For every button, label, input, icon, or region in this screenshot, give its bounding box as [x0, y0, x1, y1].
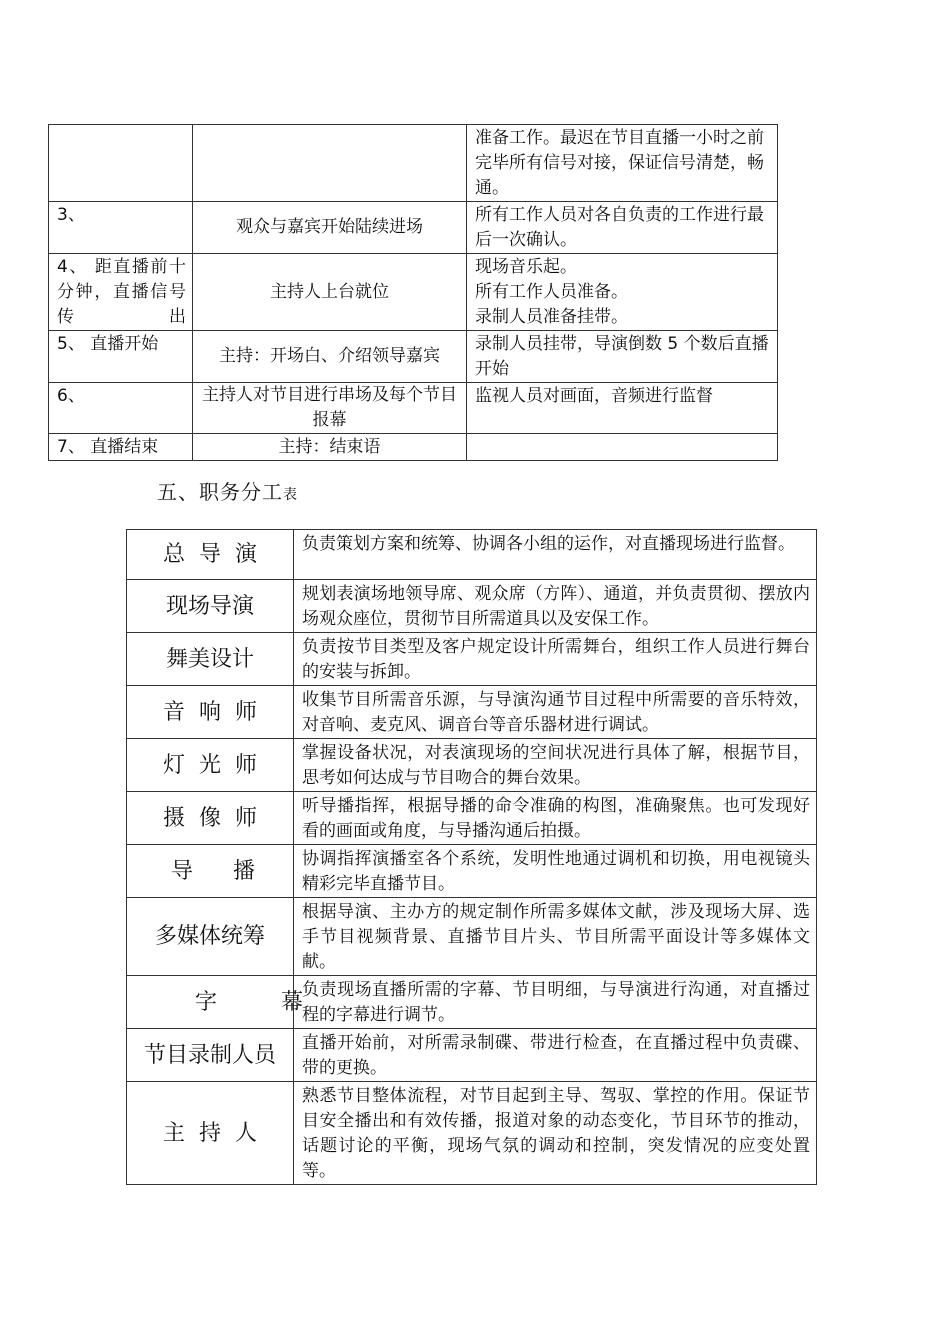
role-cell — [127, 1029, 294, 1082]
note-line: 录制人员准备挂带。 — [475, 307, 628, 327]
role-cell — [127, 898, 294, 976]
desc-cell: 直播开始前，对所需录制碟、带进行检查，在直播过程中负责碟、带的更换。 — [294, 1029, 817, 1082]
table-row — [49, 331, 778, 383]
event-cell: 主持人上台就位 — [193, 254, 467, 331]
step-cell: 6、 — [49, 383, 193, 434]
table-row — [127, 580, 817, 633]
event-cell — [193, 125, 467, 202]
role-label: 灯光师 — [162, 752, 271, 778]
table-row — [49, 254, 778, 331]
role-cell — [127, 976, 368, 1029]
role-label: 摄像师 — [162, 805, 271, 831]
notes-cell: 准备工作。最迟在节目直播一小时之前完毕所有信号对接，保证信号清楚，畅通。 — [467, 125, 778, 202]
table-row — [127, 686, 817, 739]
table-row — [127, 792, 817, 845]
table-row — [127, 1029, 817, 1082]
step-cell — [49, 125, 193, 202]
notes-cell: 所有工作人员对各自负责的工作进行最后一次确认。 — [467, 202, 778, 254]
role-cell — [127, 1082, 294, 1185]
event-cell: 主持：开场白、介绍领导嘉宾 — [193, 331, 467, 383]
desc-cell: 听导播指挥，根据导播的命令准确的构图，准确聚焦。也可发现好看的画面或角度，与导播沟通后拍摄。 — [294, 792, 817, 845]
desc-cell: 负责现场直播所需的字幕、节目明细，与导演进行沟通，对直播过程的字幕进行调节。 — [294, 976, 817, 1029]
notes-cell: 监视人员对画面，音频进行监督 — [467, 383, 778, 434]
role-cell — [127, 739, 294, 792]
table-row — [127, 530, 817, 580]
role-label: 音响师 — [162, 699, 271, 725]
role-label: 总导演 — [162, 542, 271, 567]
role-cell — [127, 792, 294, 845]
notes-cell — [467, 434, 778, 461]
role-label: 舞美设计 — [165, 646, 254, 672]
note-line: 所有工作人员准备。 — [475, 282, 628, 302]
section-title-main: 五、职务分工 — [157, 480, 283, 504]
role-cell — [127, 845, 294, 898]
role-label: 字幕 — [195, 989, 368, 1015]
role-label: 现场导演 — [165, 593, 254, 619]
section-title — [157, 477, 297, 510]
table-row — [127, 976, 817, 1029]
section-title-suffix: 表 — [283, 487, 297, 503]
role-cell — [127, 580, 294, 633]
desc-cell: 规划表演场地领导席、观众席（方阵）、通道，并负责贯彻、摆放内场观众座位，贯彻节目所需道具以及安保工作。 — [294, 580, 817, 633]
note-line: 现场音乐起。 — [475, 257, 577, 277]
desc-cell: 负责按节目类型及客户规定设计所需舞台，组织工作人员进行舞台的安装与拆卸。 — [294, 633, 817, 686]
desc-cell: 掌握设备状况，对表演现场的空间状况进行具体了解，根据节目，思考如何达成与节目吻合的舞台效果。 — [294, 739, 817, 792]
table-row — [127, 1082, 817, 1185]
table-row — [127, 739, 817, 792]
schedule-table — [48, 124, 778, 461]
role-cell — [127, 633, 294, 686]
notes-cell — [467, 254, 778, 331]
desc-cell: 协调指挥演播室各个系统，发明性地通过调机和切换，用电视镜头精彩完毕直播节目。 — [294, 845, 817, 898]
event-cell: 主持：结束语 — [193, 434, 467, 461]
step-cell: 3、 — [49, 202, 193, 254]
desc-cell: 负责策划方案和统筹、协调各小组的运作，对直播现场进行监督。 — [294, 530, 817, 580]
event-cell: 主持人对节目进行串场及每个节目报幕 — [193, 383, 467, 434]
role-label: 节目录制人员 — [143, 1042, 276, 1068]
role-cell — [127, 530, 294, 580]
table-row — [49, 125, 778, 202]
table-row — [49, 202, 778, 254]
table-row — [127, 898, 817, 976]
role-cell — [127, 686, 294, 739]
table-row — [49, 383, 778, 434]
step-cell: 5、 直播开始 — [49, 331, 193, 383]
role-label: 多媒体统筹 — [154, 924, 265, 949]
role-label: 导播 — [171, 858, 296, 884]
desc-cell: 根据导演、主办方的规定制作所需多媒体文献，涉及现场大屏、选手节目视频背景、直播节目片头、节目所需平面设计等多媒体文献。 — [294, 898, 817, 976]
table-row — [127, 845, 817, 898]
table-row — [49, 434, 778, 461]
step-cell: 7、 直播结束 — [49, 434, 193, 461]
table-row — [127, 633, 817, 686]
step-cell: 4、 距直播前十分钟，直播信号传出 — [49, 254, 193, 331]
duty-table — [126, 529, 817, 1185]
role-label: 主持人 — [162, 1120, 271, 1146]
desc-cell: 熟悉节目整体流程，对节目起到主导、驾驭、掌控的作用。保证节目安全播出和有效传播，报道对象的动态变化，节目环节的推动，话题讨论的平衡，现场气氛的调动和控制，突发情况的应变处置等。 — [294, 1082, 817, 1185]
event-cell: 观众与嘉宾开始陆续进场 — [193, 202, 467, 254]
desc-cell: 收集节目所需音乐源，与导演沟通节目过程中所需要的音乐特效，对音响、麦克风、调音台等音乐器材进行调试。 — [294, 686, 817, 739]
notes-cell: 录制人员挂带，导演倒数 5 个数后直播开始 — [467, 331, 778, 383]
